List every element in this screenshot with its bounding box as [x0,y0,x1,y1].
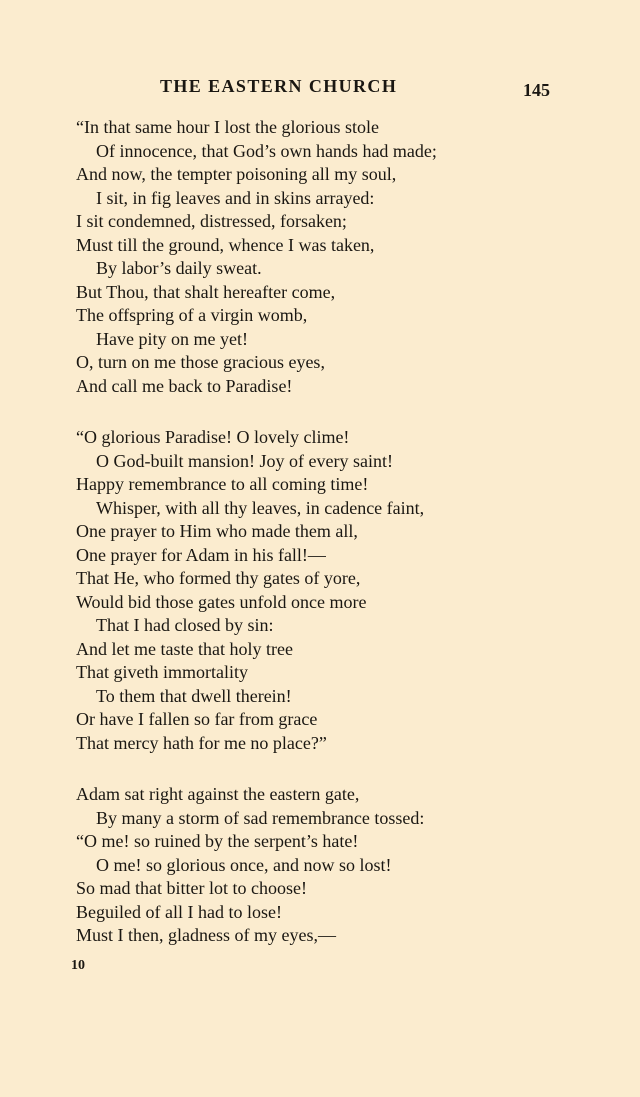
poem-line: O God-built mansion! Joy of every saint! [96,450,393,471]
poem-line: To them that dwell therein! [96,685,292,706]
poem-line: That I had closed by sin: [96,615,274,635]
signature-mark: 10 [71,958,85,973]
poem-line: But Thou, that shalt hereafter come, [76,281,336,302]
poem-line: By labor’s daily sweat. [96,258,262,278]
poem-line: One prayer to Him who made them all, [76,521,358,541]
poem-line: That giveth immortality [76,662,248,682]
poem-line: “In that same hour I lost the glorious stole [76,117,379,137]
poem-line: That mercy hath for me no place?” [76,732,327,753]
poem-line: Adam sat right against the eastern gate, [76,784,360,804]
poem-line: Would bid those gates unfold once more [76,591,367,612]
poem-line: Beguiled of all I had to lose! [76,901,282,922]
poem-line: The offspring of a virgin womb, [76,305,308,325]
poem-line: Of innocence, that God’s own hands had made; [96,140,437,161]
running-head: THE EASTERN CHURCH [160,76,398,96]
poem-line: And call me back to Paradise! [76,375,293,396]
poem-line: So mad that bitter lot to choose! [76,878,307,898]
stanza [76,426,576,755]
stanza [76,116,576,398]
poem-line: O, turn on me those gracious eyes, [76,352,325,372]
poem-line: One prayer for Adam in his fall!— [76,544,326,565]
poem-body [76,116,576,976]
poem-line: O me! so glorious once, and now so lost! [96,854,392,875]
poem-line: Happy remembrance to all coming time! [76,474,369,494]
poem-line: Or have I fallen so far from grace [76,709,318,729]
poem-line: Whisper, with all thy leaves, in cadence faint, [96,497,425,518]
poem-line: And let me taste that holy tree [76,638,293,659]
poem-line: And now, the tempter poisoning all my soul, [76,164,397,184]
stanza [76,783,576,948]
poem-line: I sit condemned, distressed, forsaken; [76,211,347,231]
page-number: 145 [523,80,550,100]
poem-line: Must till the ground, whence I was taken, [76,234,375,255]
poem-line: “O glorious Paradise! O lovely clime! [76,427,350,447]
poem-line: That He, who formed thy gates of yore, [76,568,361,588]
poem-line: Have pity on me yet! [96,328,248,349]
poem-line: I sit, in fig leaves and in skins arrayed: [96,187,375,208]
poem-line: “O me! so ruined by the serpent’s hate! [76,831,359,851]
poem-line: Must I then, gladness of my eyes,— [76,925,336,945]
poem-line: By many a storm of sad remembrance tossed: [96,807,425,828]
